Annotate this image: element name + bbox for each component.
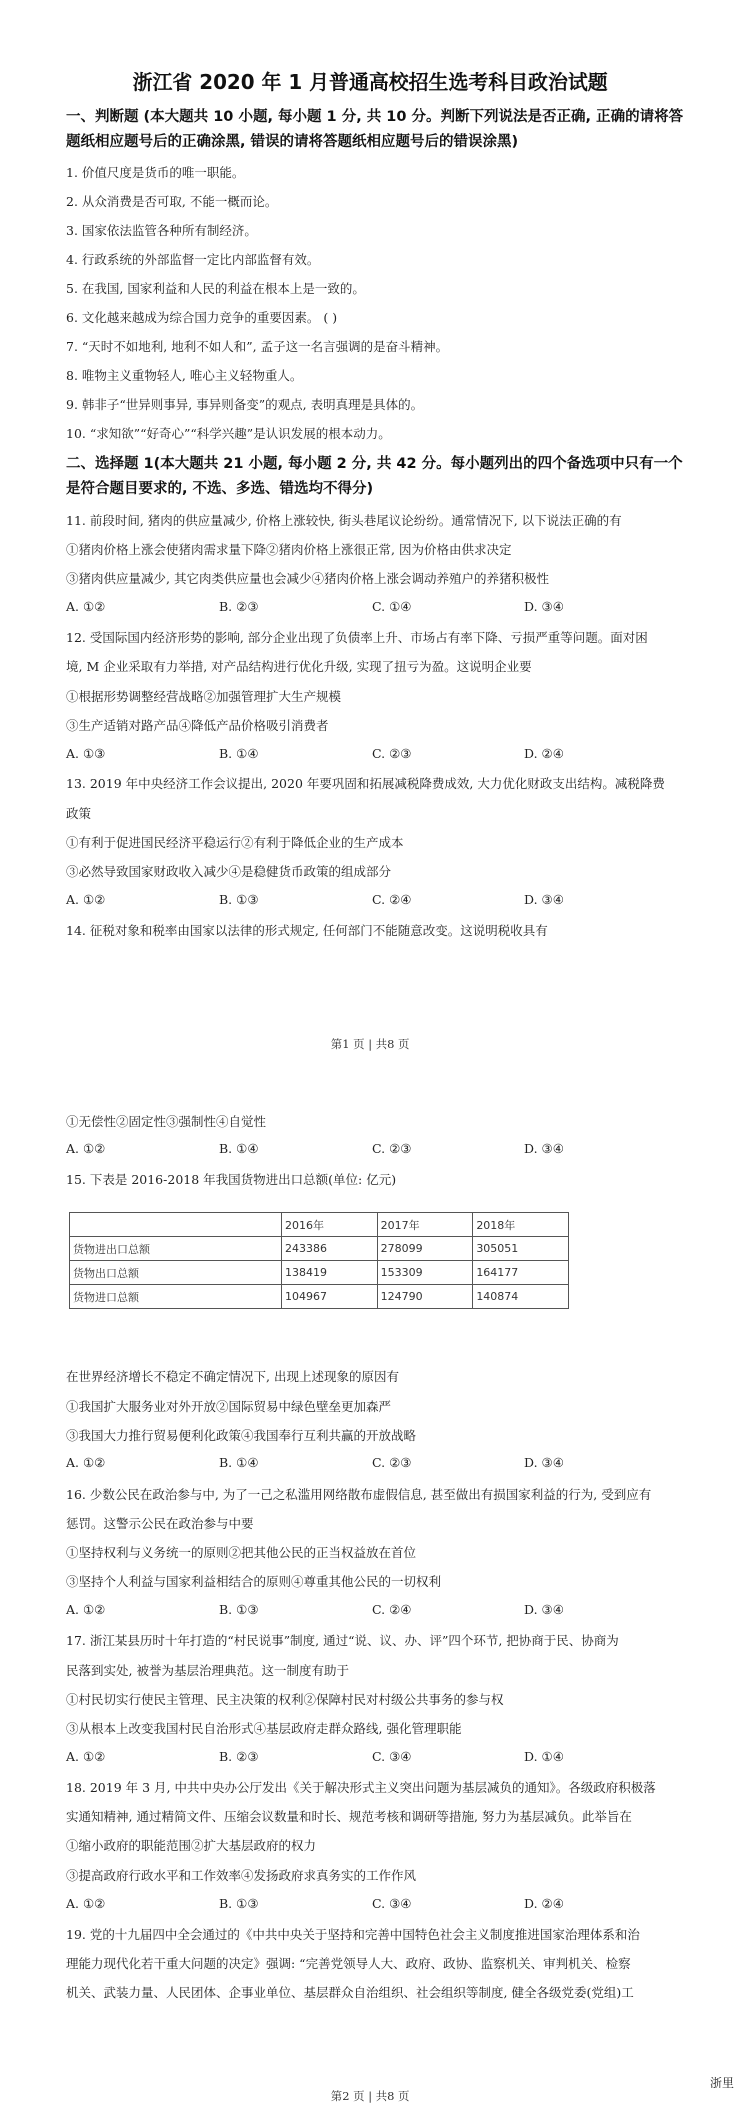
table-cell: 2018年 (473, 1213, 569, 1237)
judgment-item: 2. 从众消费是否可取, 不能一概而论。 (66, 194, 278, 209)
page-title: 浙江省 2020 年 1 月普通高校招生选考科目政治试题 (132, 70, 608, 94)
table-cell: 164177 (473, 1261, 569, 1285)
question-19-stem-cont: 理能力现代化若干重大问题的决定》强调: “完善党领导人大、政府、政协、监察机关、审判机关、检察 (66, 1956, 631, 1971)
table-cell: 278099 (377, 1237, 473, 1261)
table-cell: 货物进口总额 (70, 1285, 282, 1309)
table-cell: 货物进出口总额 (70, 1237, 282, 1261)
option-c: C. ②③ (372, 1455, 412, 1470)
question-16-statements: ③坚持个人利益与国家利益相结合的原则④尊重其他公民的一切权利 (66, 1574, 442, 1589)
question-12-stem-cont: 境, M 企业采取有力举措, 对产品结构进行优化升级, 实现了扭亏为盈。这说明企业要 (66, 659, 532, 674)
question-18-statements: ③提高政府行政水平和工作效率④发扬政府求真务实的工作作风 (66, 1868, 417, 1883)
section2-heading: 二、选择题 1(本大题共 21 小题, 每小题 2 分, 共 42 分。每小题列出的四个备选项中只有一个 (66, 456, 683, 472)
option-a: A. ①② (66, 1896, 106, 1911)
table-cell: 305051 (473, 1237, 569, 1261)
option-c: C. ②④ (372, 892, 412, 907)
option-a: A. ①② (66, 892, 106, 907)
section1-heading: 一、判断题 (本大题共 10 小题, 每小题 1 分, 共 10 分。判断下列说法是否正确, 正确的请将答 (66, 109, 684, 125)
page-footer: 第2 页 | 共8 页 (330, 2089, 410, 2103)
question-14-stem: 14. 征税对象和税率由国家以法律的形式规定, 任何部门不能随意改变。这说明税收具有 (66, 923, 548, 938)
option-b: B. ①④ (219, 1141, 259, 1156)
question-17-stem: 17. 浙江某县历时十年打造的“村民说事”制度, 通过“说、议、办、评”四个环节, 把协商于民、协商为 (66, 1633, 619, 1648)
option-d: D. ③④ (524, 892, 564, 907)
table-cell: 2017年 (377, 1213, 473, 1237)
judgment-item: 1. 价值尺度是货币的唯一职能。 (66, 165, 245, 180)
option-b: B. ①③ (219, 1602, 259, 1617)
question-12-statements: ③生产适销对路产品④降低产品价格吸引消费者 (66, 718, 329, 733)
option-a: A. ①③ (66, 746, 106, 761)
option-c: C. ②④ (372, 1602, 412, 1617)
page-footer: 第1 页 | 共8 页 (330, 1037, 410, 1051)
table-cell: 140874 (473, 1285, 569, 1309)
table-cell (70, 1213, 282, 1237)
option-d: D. ③④ (524, 1455, 564, 1470)
table-cell: 104967 (282, 1285, 378, 1309)
question-19-stem-cont: 机关、武装力量、人民团体、企事业单位、基层群众自治组织、社会组织等制度, 健全各级党委(党组)工 (66, 1985, 634, 2000)
option-b: B. ①③ (219, 892, 259, 907)
question-13-stem: 13. 2019 年中央经济工作会议提出, 2020 年要巩固和拓展减税降费成效, 大力优化财政支出结构。减税降费 (66, 776, 665, 791)
judgment-item: 6. 文化越来越成为综合国力竞争的重要因素。 ( ) (66, 310, 338, 325)
question-19-stem: 19. 党的十九届四中全会通过的《中共中央关于坚持和完善中国特色社会主义制度推进国家治理体系和治 (66, 1927, 640, 1942)
corner-label: 浙里 (709, 2076, 734, 2090)
question-15-statements: ③我国大力推行贸易便利化政策④我国奉行互利共赢的开放战略 (66, 1428, 417, 1443)
question-11-statements: ①猪肉价格上涨会使猪肉需求量下降②猪肉价格上涨很正常, 因为价格由供求决定 (66, 542, 512, 557)
question-12-stem: 12. 受国际国内经济形势的影响, 部分企业出现了负债率上升、市场占有率下降、亏损严重等问题。面对困 (66, 630, 648, 645)
question-11-statements: ③猪肉供应量减少, 其它肉类供应量也会减少④猪肉价格上涨会调动养殖户的养猪积极性 (66, 571, 549, 586)
option-c: C. ③④ (372, 1749, 412, 1764)
judgment-item: 4. 行政系统的外部监督一定比内部监督有效。 (66, 252, 320, 267)
question-17-stem-cont: 民落到实处, 被誉为基层治理典范。这一制度有助于 (66, 1663, 349, 1678)
option-b: B. ①④ (219, 1455, 259, 1470)
option-b: B. ①④ (219, 746, 259, 761)
option-a: A. ①② (66, 599, 106, 614)
option-b: B. ②③ (219, 1749, 259, 1764)
judgment-item: 5. 在我国, 国家利益和人民的利益在根本上是一致的。 (66, 281, 365, 296)
question-17-statements: ①村民切实行使民主管理、民主决策的权利②保障村民对村级公共事务的参与权 (66, 1692, 504, 1707)
option-d: D. ③④ (524, 1602, 564, 1617)
option-d: D. ①④ (524, 1749, 564, 1764)
table-row (70, 1285, 569, 1309)
option-d: D. ③④ (524, 1141, 564, 1156)
option-a: A. ①② (66, 1602, 106, 1617)
question-16-stem: 16. 少数公民在政治参与中, 为了一己之私滥用网络散布虚假信息, 甚至做出有损国家利益的行为, 受到应有 (66, 1487, 652, 1502)
option-d: D. ②④ (524, 1896, 564, 1911)
option-c: C. ②③ (372, 1141, 412, 1156)
question-14-statements: ①无偿性②固定性③强制性④自觉性 (66, 1114, 267, 1129)
judgment-item: 10. “求知欲”“好奇心”“科学兴趣”是认识发展的根本动力。 (66, 426, 391, 441)
question-18-statements: ①缩小政府的职能范围②扩大基层政府的权力 (66, 1838, 317, 1853)
table-cell: 138419 (282, 1261, 378, 1285)
option-a: A. ①② (66, 1141, 106, 1156)
option-b: B. ①③ (219, 1896, 259, 1911)
trade-table (69, 1212, 569, 1309)
judgment-item: 8. 唯物主义重物轻人, 唯心主义轻物重人。 (66, 368, 303, 383)
table-row (70, 1237, 569, 1261)
question-11-stem: 11. 前段时间, 猪肉的供应量减少, 价格上涨较快, 街头巷尾议论纷纷。通常情况下, 以下说法正确的有 (66, 513, 622, 528)
question-15-stem-cont: 在世界经济增长不稳定不确定情况下, 出现上述现象的原因有 (66, 1369, 399, 1384)
question-18-stem-cont: 实通知精神, 通过精简文件、压缩会议数量和时长、规范考核和调研等措施, 努力为基层减负。此举旨在 (66, 1809, 632, 1824)
question-12-statements: ①根据形势调整经营战略②加强管理扩大生产规模 (66, 689, 342, 704)
question-13-statements: ③必然导致国家财政收入减少④是稳健货币政策的组成部分 (66, 864, 392, 879)
question-16-statements: ①坚持权利与义务统一的原则②把其他公民的正当权益放在首位 (66, 1545, 417, 1560)
table-cell: 153309 (377, 1261, 473, 1285)
question-13-stem-cont: 政策 (66, 806, 92, 821)
option-a: A. ①② (66, 1455, 106, 1470)
table-cell: 243386 (282, 1237, 378, 1261)
judgment-item: 7. “天时不如地利, 地利不如人和”, 孟子这一名言强调的是奋斗精神。 (66, 339, 449, 354)
table-row (70, 1261, 569, 1285)
table-header-row (70, 1213, 569, 1237)
option-c: C. ①④ (372, 599, 412, 614)
question-15-statements: ①我国扩大服务业对外开放②国际贸易中绿色壁垒更加森严 (66, 1399, 392, 1414)
table-cell: 124790 (377, 1285, 473, 1309)
option-d: D. ②④ (524, 746, 564, 761)
option-c: C. ②③ (372, 746, 412, 761)
question-15-stem: 15. 下表是 2016-2018 年我国货物进出口总额(单位: 亿元) (66, 1172, 397, 1187)
option-a: A. ①② (66, 1749, 106, 1764)
question-17-statements: ③从根本上改变我国村民自治形式④基层政府走群众路线, 强化管理职能 (66, 1721, 462, 1736)
option-b: B. ②③ (219, 599, 259, 614)
table-cell: 2016年 (282, 1213, 378, 1237)
judgment-item: 3. 国家依法监管各种所有制经济。 (66, 223, 257, 238)
table-cell: 货物出口总额 (70, 1261, 282, 1285)
section1-heading-cont: 题纸相应题号后的正确涂黑, 错误的请将答题纸相应题号后的错误涂黑) (66, 134, 519, 150)
section2-heading-cont: 是符合题目要求的, 不选、多选、错选均不得分) (66, 481, 374, 497)
question-16-stem-cont: 惩罚。这警示公民在政治参与中要 (66, 1516, 254, 1531)
option-c: C. ③④ (372, 1896, 412, 1911)
question-18-stem: 18. 2019 年 3 月, 中共中央办公厅发出《关于解决形式主义突出问题为基层减负的通知》。各级政府积极落 (66, 1780, 656, 1795)
judgment-item: 9. 韩非子“世异则事异, 事异则备变”的观点, 表明真理是具体的。 (66, 397, 424, 412)
question-13-statements: ①有利于促进国民经济平稳运行②有利于降低企业的生产成本 (66, 835, 404, 850)
option-d: D. ③④ (524, 599, 564, 614)
